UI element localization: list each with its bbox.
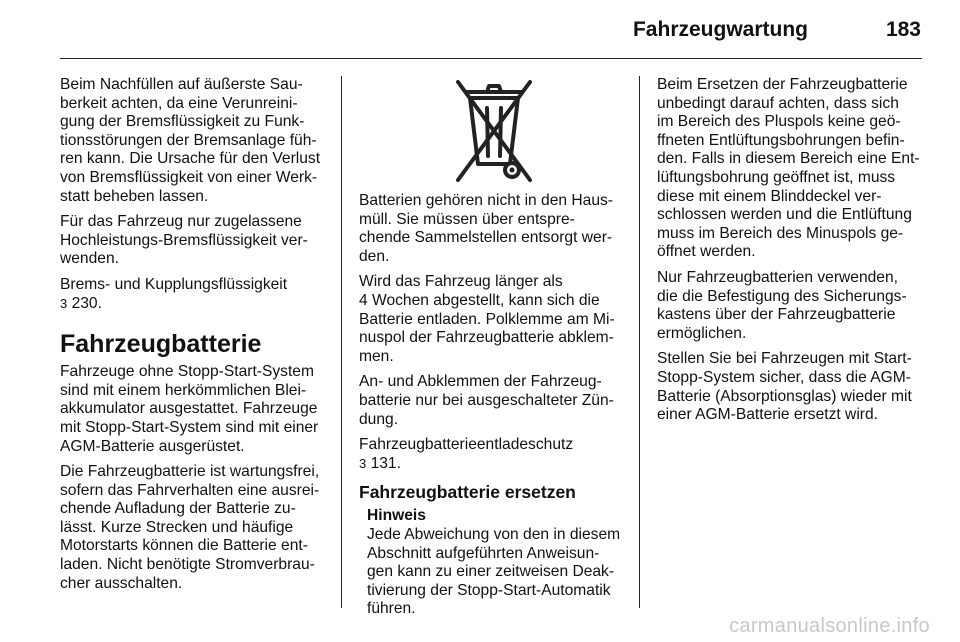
page-reference[interactable]: 230. (71, 294, 102, 312)
note-title: Hinweis (367, 507, 426, 525)
text-line: dung. (359, 410, 399, 428)
text-line: tivierung der Stopp-Start-Automatik (367, 581, 611, 599)
text-line: Abschnitt aufgeführten Anweisun- (367, 544, 600, 562)
text-line: Batterie (Absorptionsglas) wieder mit (657, 387, 912, 405)
reference-arrow-icon: 3 (359, 455, 367, 471)
column-divider (341, 76, 342, 608)
text-line: müll. Sie müssen über entspre- (359, 210, 575, 228)
text-line: führen. (367, 600, 416, 618)
note-text (359, 526, 629, 619)
text-line: Fahrzeuge ohne Stopp-Start-System (60, 363, 314, 381)
page-reference[interactable]: 131. (370, 454, 401, 472)
text-line: ren kann. Die Ursache für den Verlust (60, 150, 321, 168)
paragraph (60, 213, 330, 269)
text-line: ermöglichen. (657, 324, 747, 342)
text-line: schlossen werden und die Entlüftung (657, 206, 912, 224)
text-line: Fahrzeugbatterieentladeschutz (359, 436, 574, 454)
text-line: Jede Abweichung von den in diesem (367, 525, 621, 543)
text-line: Hochleistungs-Bremsflüssigkeit ver- (60, 231, 308, 249)
column-divider (639, 76, 640, 608)
paragraph (60, 363, 330, 456)
text-line: chende Sammelstellen entsorgt wer- (359, 229, 613, 247)
paragraph (657, 76, 927, 262)
text-line: Beim Nachfüllen auf äußerste Sau- (60, 76, 303, 93)
text-line: batterie nur bei ausgeschalteter Zün- (359, 391, 614, 409)
page-title: Fahrzeugwartung (632, 18, 808, 41)
text-line: berkeit achten, da eine Verunreini- (60, 94, 298, 112)
paragraph (359, 436, 629, 473)
paragraph (60, 276, 330, 313)
text-line: Motorstarts können die Batterie ent- (60, 537, 308, 555)
text-line: Stopp-System sicher, dass die AGM- (657, 368, 911, 386)
paragraph (657, 350, 927, 424)
text-line: akkumulator ausgestattet. Fahrzeuge (60, 400, 318, 418)
text-line: tionsstörungen der Bremsanlage füh- (60, 131, 317, 149)
text-line: AGM-Batterie ausgerüstet. (60, 437, 245, 455)
subsection-heading: Fahrzeugbatterie ersetzen (359, 482, 576, 503)
watermark: carmanualsonline.info (729, 615, 930, 637)
text-line: den. (359, 247, 390, 265)
text-line: 4 Wochen abgestellt, kann sich die (359, 291, 600, 309)
text-line: muss im Bereich des Minuspols ge- (657, 224, 904, 242)
column-left (60, 76, 330, 600)
text-line: im Bereich des Pluspols keine geö- (657, 113, 901, 131)
text-line: men. (359, 347, 394, 365)
text-line: diese mit einem Blinddeckel ver- (657, 187, 882, 205)
text-line: lüftungsbohrung geöffnet ist, muss (657, 168, 896, 186)
text-line: Nur Fahrzeugbatterien verwenden, (657, 268, 898, 286)
text-line: Wird das Fahrzeug länger als (359, 273, 563, 291)
header-divider (60, 58, 922, 59)
text-line: Stellen Sie bei Fahrzeugen mit Start- (657, 350, 912, 368)
column-middle (359, 76, 629, 626)
text-line: einer AGM-Batterie ersetzt wird. (657, 406, 878, 424)
text-line: den. Falls in diesem Bereich eine Ent- (657, 150, 920, 168)
text-line: lässt. Kurze Strecken und häufige (60, 518, 294, 536)
text-line: nuspol der Fahrzeugbatterie abklem- (359, 329, 614, 347)
section-heading: Fahrzeugbatterie (60, 330, 262, 359)
reference-arrow-icon: 3 (60, 295, 68, 311)
text-line: Brems- und Kupplungsflüssigkeit (60, 275, 288, 293)
text-line: ffneten Entlüftungsbohrungen befin- (657, 131, 905, 149)
text-line: Batterie entladen. Polklemme am Mi- (359, 310, 615, 328)
text-line: von Bremsflüssigkeit von einer Werk- (60, 168, 318, 186)
page-number: 183 (885, 18, 921, 41)
text-line: die die Befestigung des Sicherungs- (657, 287, 907, 305)
text-line: öffnet werden. (657, 243, 756, 261)
paragraph (60, 463, 330, 593)
text-line: sind mit einem herkömmlichen Blei- (60, 381, 307, 399)
text-line: Beim Ersetzen der Fahrzeugbatterie (657, 76, 908, 93)
text-line: gung der Bremsflüssigkeit zu Funk- (60, 113, 305, 131)
text-line: unbedingt darauf achten, dass sich (657, 94, 899, 112)
text-line: gen kann zu einer zeitweisen Deak- (367, 563, 615, 581)
paragraph (359, 192, 629, 266)
text-line: kastens über der Fahrzeugbatterie (657, 306, 896, 324)
crossed-out-wheelie-bin-icon (359, 76, 629, 192)
text-line: Batterien gehören nicht in den Haus- (359, 192, 613, 209)
text-line: chende Aufladung der Batterie zu- (60, 500, 296, 518)
text-line: Für das Fahrzeug nur zugelassene (60, 213, 302, 231)
text-line: laden. Nicht benötigte Stromverbrau- (60, 556, 315, 574)
text-line: wenden. (60, 250, 119, 268)
paragraph (657, 269, 927, 343)
text-line: An- und Abklemmen der Fahrzeug- (359, 373, 602, 391)
text-line: Die Fahrzeugbatterie ist wartungsfrei, (60, 463, 320, 481)
paragraph (359, 373, 629, 429)
paragraph (359, 273, 629, 366)
text-line: mit Stopp-Start-System sind mit einer (60, 418, 319, 436)
text-line: statt beheben lassen. (60, 187, 209, 205)
paragraph (60, 76, 330, 206)
text-line: sofern das Fahrverhalten eine ausrei- (60, 481, 320, 499)
column-right (657, 76, 927, 432)
text-line: cher ausschalten. (60, 574, 183, 592)
